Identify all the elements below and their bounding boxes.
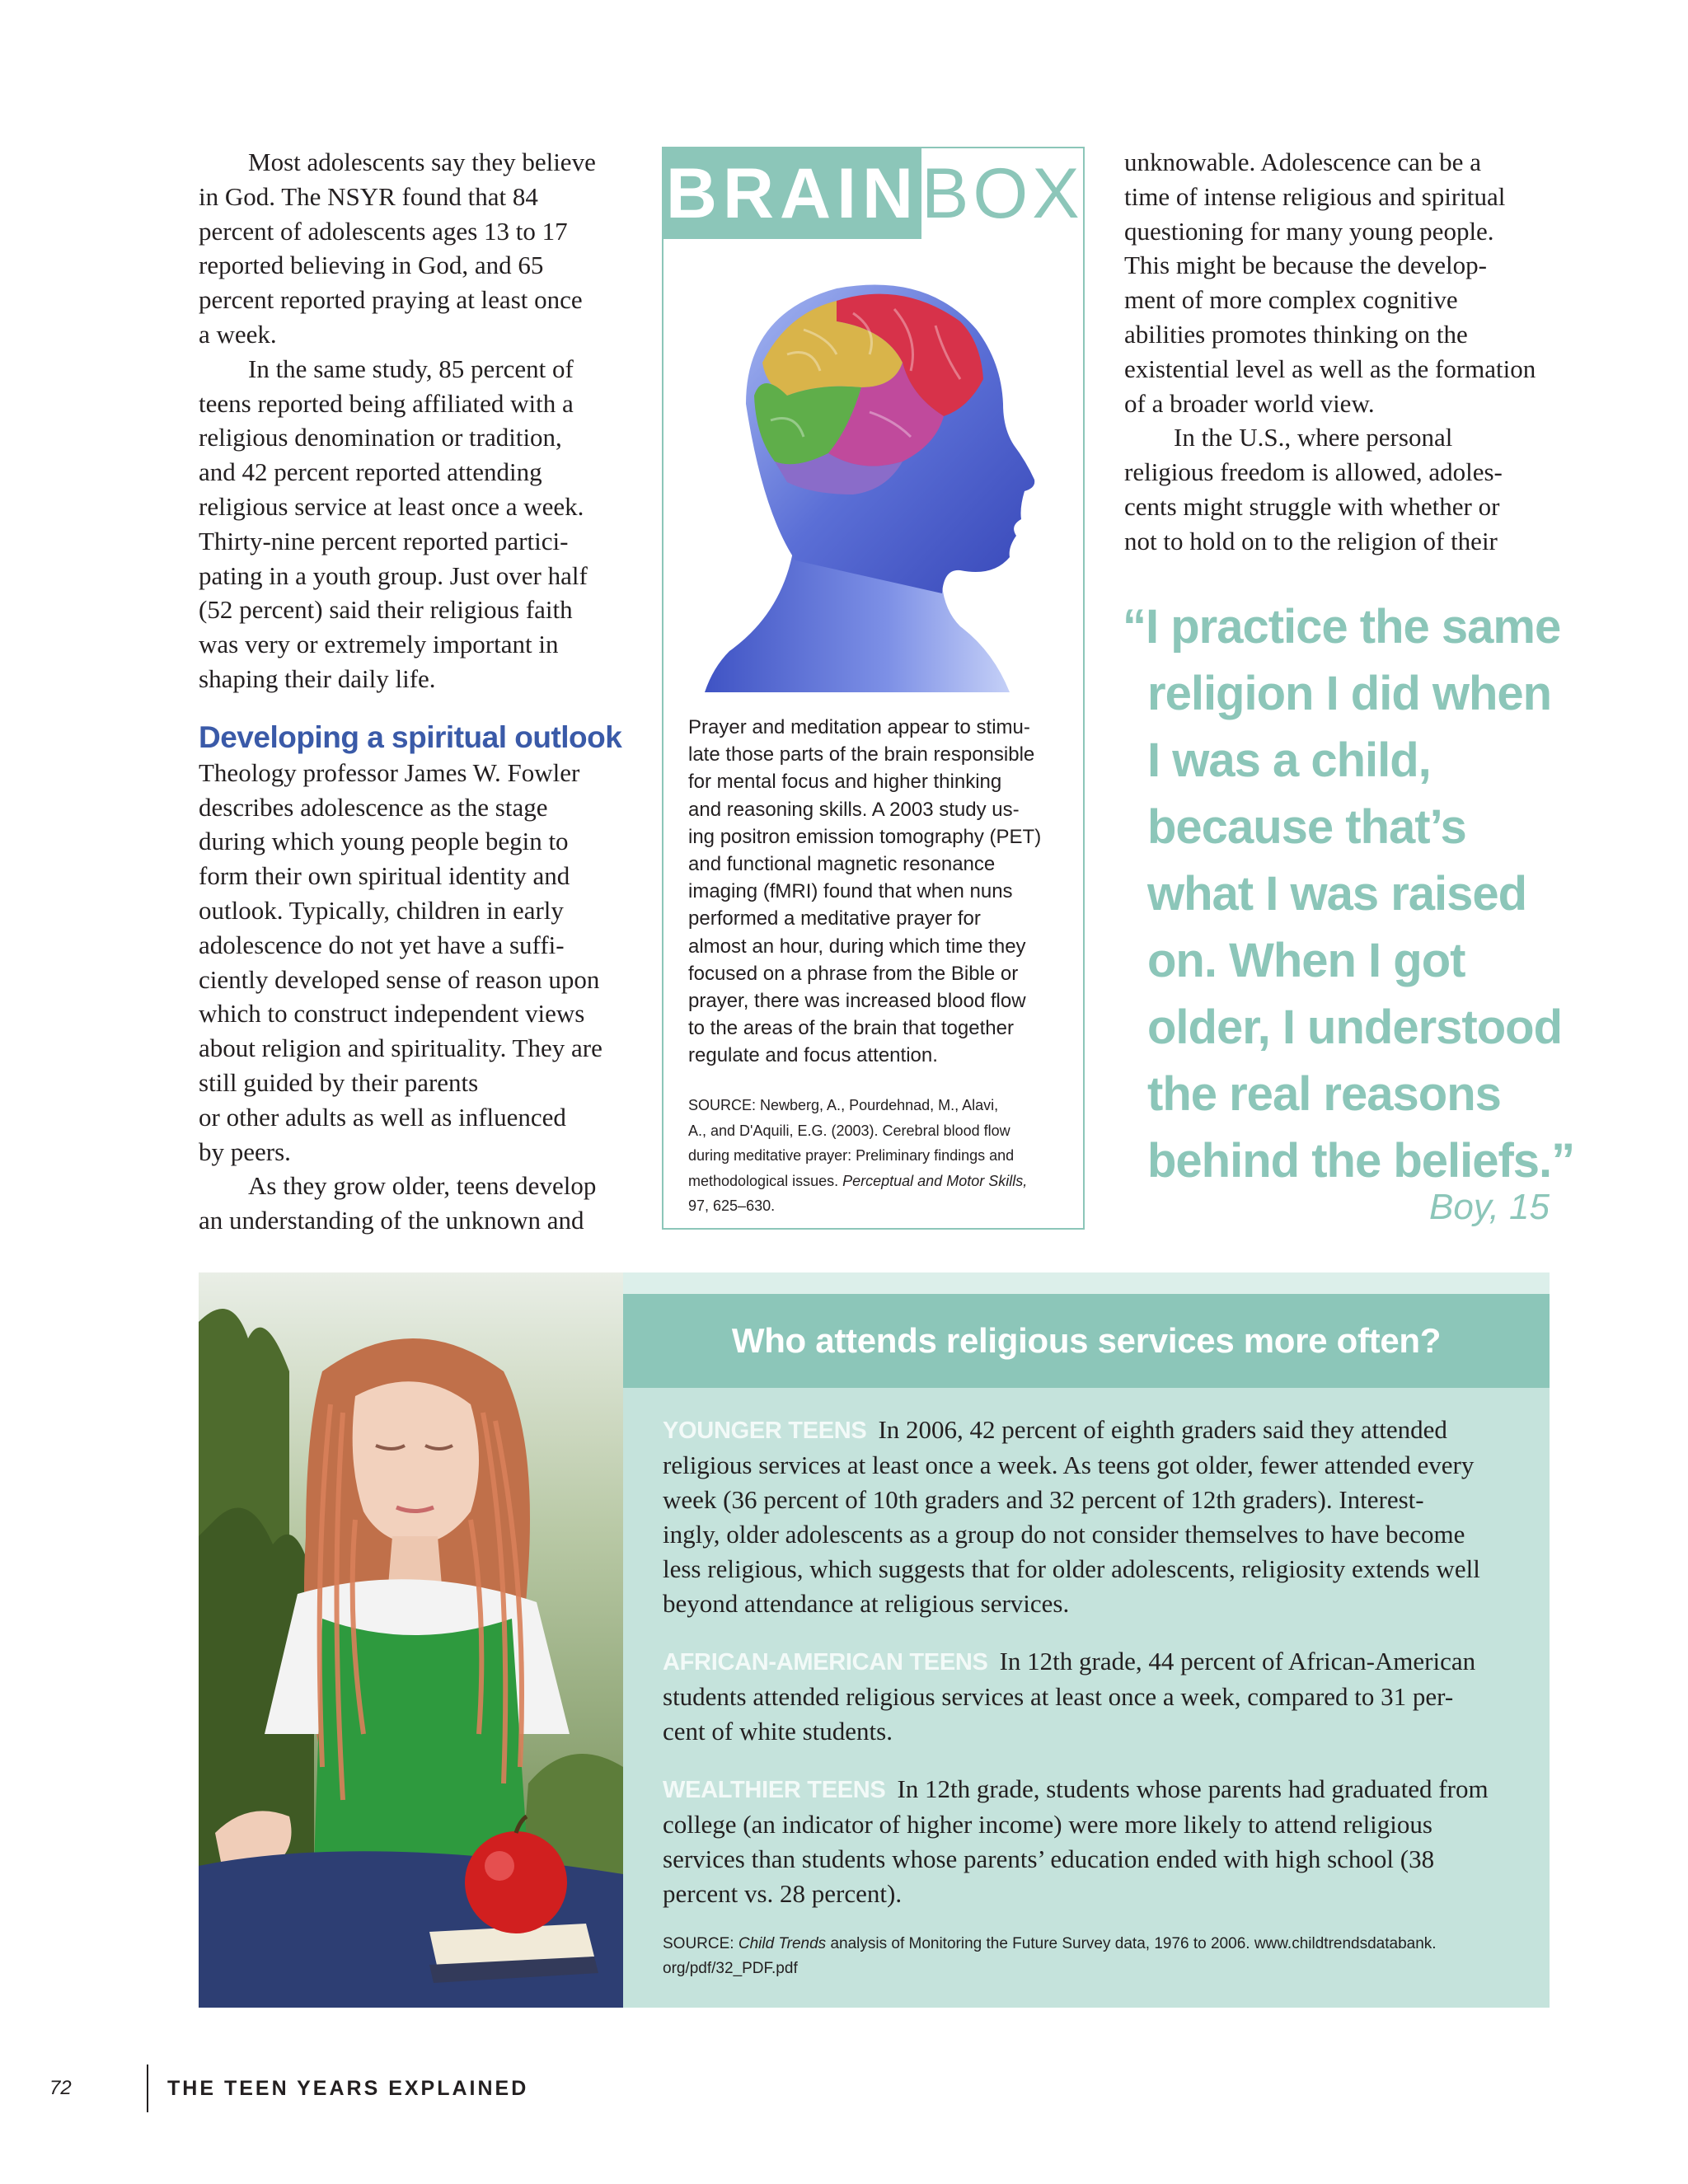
text-line: and 42 percent reported attending	[199, 457, 542, 487]
text-line: religious denomination or tradition,	[199, 423, 562, 452]
text-line: late those parts of the brain responsible	[688, 743, 1035, 766]
text-line: 97, 625–630.	[688, 1197, 776, 1214]
section-heading: Developing a spiritual outlook	[199, 719, 622, 754]
text-line: As they grow older, teens develop	[248, 1171, 597, 1201]
sidebar-item-lead: WEALTHIER TEENS	[663, 1777, 886, 1803]
quote-line: religion I did when	[1147, 667, 1552, 720]
text-line: religious service at least once a week.	[199, 491, 584, 521]
text-line: adolescence do not yet have a suffi-	[199, 930, 565, 959]
text-line: still guided by their parents	[199, 1067, 479, 1097]
sidebar-source	[663, 1932, 1536, 1981]
text-line: which to construct independent views	[199, 999, 585, 1029]
sidebar-item-text: In 2006, 42 percent of eighth graders said they attended	[878, 1415, 1447, 1444]
body-paragraph	[199, 756, 627, 1169]
sidebar-item-lead: YOUNGER TEENS	[663, 1418, 867, 1444]
text-line: about religion and spirituality. They are	[199, 1033, 603, 1063]
quote-line: behind the beliefs.”	[1147, 1134, 1575, 1188]
brain-box-text	[688, 714, 1076, 1070]
quote-line: what I was raised	[1147, 867, 1527, 921]
text-line: an understanding of the unknown and	[199, 1206, 584, 1235]
brain-box-header	[663, 148, 1083, 239]
brain-head-illustration	[696, 264, 1059, 692]
text-line: org/pdf/32_PDF.pdf	[663, 1960, 798, 1977]
source-prefix: SOURCE:	[663, 1935, 738, 1952]
text-line: shaping their daily life.	[199, 663, 436, 693]
sidebar-item-younger-teens	[663, 1413, 1536, 1621]
sidebar-item-african-american-teens	[663, 1644, 1536, 1749]
source-text: methodological issues.	[688, 1172, 843, 1189]
text-line: ing positron emission tomography (PET)	[688, 825, 1042, 848]
text-line: to the areas of the brain that together	[688, 1017, 1014, 1040]
text-line: and reasoning skills. A 2003 study us-	[688, 798, 1020, 821]
text-line: questioning for many young people.	[1124, 216, 1494, 246]
text-line: regulate and focus attention.	[688, 1044, 938, 1067]
body-paragraph	[199, 1169, 627, 1238]
text-line	[663, 1644, 1536, 1680]
text-line: abilities promotes thinking on the	[1124, 319, 1468, 349]
text-line: during meditative prayer: Preliminary findings and	[688, 1147, 1015, 1164]
text-line: during which young people begin to	[199, 827, 569, 856]
text-line: in God. The NSYR found that 84	[199, 181, 538, 211]
right-column	[1124, 145, 1561, 559]
text-line: In the same study, 85 percent of	[248, 354, 574, 383]
text-line: Most adolescents say they believe	[248, 148, 596, 176]
text-line: religious freedom is allowed, adoles-	[1124, 457, 1503, 487]
text-line: performed a meditative prayer for	[688, 907, 981, 930]
body-paragraph	[199, 352, 627, 696]
text-line: This might be because the develop-	[1124, 251, 1487, 280]
text-line: week (36 percent of 10th graders and 32 percent of 12th graders). Interest-	[663, 1485, 1424, 1514]
text-line: teens reported being affiliated with a	[199, 388, 574, 418]
text-line: ment of more complex cognitive	[1124, 285, 1458, 315]
text-line: college (an indicator of higher income) were more likely to attend religious	[663, 1810, 1432, 1839]
text-line: less religious, which suggests that for older adolescents, religiosity extends well	[663, 1554, 1480, 1583]
text-line	[663, 1772, 1536, 1807]
text-line: beyond attendance at religious services.	[663, 1589, 1070, 1618]
quote-line: I was a child,	[1147, 733, 1431, 787]
text-line: outlook. Typically, children in early	[199, 895, 564, 925]
quote-attribution: Boy, 15	[1429, 1187, 1550, 1227]
body-paragraph	[199, 145, 627, 352]
sidebar-top-strip	[623, 1272, 1550, 1294]
sidebar-title: Who attends religious services more often?	[731, 1321, 1442, 1360]
quote-line: the real reasons	[1147, 1067, 1501, 1121]
text-line: for mental focus and higher thinking	[688, 771, 1002, 794]
brain-box-source	[688, 1093, 1076, 1219]
text-line: A., and D'Aquili, E.G. (2003). Cerebral blood flow	[688, 1122, 1010, 1139]
text-line: services than students whose parents’ education ended with high school (38	[663, 1844, 1435, 1873]
text-line: Prayer and meditation appear to stimu-	[688, 716, 1030, 738]
text-line: a week.	[199, 319, 277, 349]
source-rest: analysis of Monitoring the Future Survey data, 1976 to 2006. www.childtrendsdatabank.	[826, 1935, 1437, 1952]
text-line: reported believing in God, and 65	[199, 251, 544, 280]
pull-quote	[1123, 593, 1584, 1194]
sidebar-item-wealthier-teens	[663, 1772, 1536, 1911]
sidebar-item-text: In 12th grade, 44 percent of African-American	[999, 1647, 1476, 1675]
text-line: by peers.	[199, 1137, 291, 1166]
body-paragraph	[1124, 420, 1561, 558]
text-line	[663, 1932, 1536, 1957]
journal-title: Perceptual and Motor Skills,	[842, 1172, 1028, 1189]
text-line: unknowable. Adolescence can be a	[1124, 148, 1481, 176]
sidebar-item-lead: AFRICAN-AMERICAN TEENS	[663, 1649, 988, 1675]
quote-line: “I practice the same	[1123, 600, 1561, 654]
text-line: percent reported praying at least once	[199, 285, 583, 315]
brain-box-sidebar	[662, 147, 1085, 1230]
sidebar-item-text: In 12th grade, students whose parents had graduated from	[897, 1774, 1489, 1803]
text-line	[688, 1169, 1076, 1194]
page-number: 72	[49, 2077, 72, 2099]
text-line: Thirty-nine percent reported partici-	[199, 526, 569, 555]
text-line: of a broader world view.	[1124, 388, 1375, 418]
text-line: imaging (fMRI) found that when nuns	[688, 880, 1013, 903]
quote-line: older, I understood	[1147, 1001, 1563, 1054]
text-line: existential level as well as the formation	[1124, 354, 1536, 383]
text-line: and functional magnetic resonance	[688, 853, 996, 876]
text-line: Theology professor James W. Fowler	[199, 757, 580, 787]
quote-line: because that’s	[1147, 800, 1466, 854]
body-paragraph	[1124, 145, 1561, 420]
text-line: cent of white students.	[663, 1717, 893, 1746]
text-line: not to hold on to the religion of their	[1124, 526, 1498, 555]
text-line: time of intense religious and spiritual	[1124, 181, 1506, 211]
running-footer-title: THE TEEN YEARS EXPLAINED	[167, 2077, 529, 2100]
meditating-teen-photo	[199, 1272, 623, 2008]
religious-services-sidebar	[623, 1272, 1550, 2008]
text-line: prayer, there was increased blood flow	[688, 990, 1026, 1013]
left-column	[199, 145, 627, 1238]
text-line: form their own spiritual identity and	[199, 861, 570, 891]
text-line: students attended religious services at least once a week, compared to 31 per-	[663, 1682, 1454, 1711]
text-line: SOURCE: Newberg, A., Pourdehnad, M., Alavi,	[688, 1097, 999, 1113]
source-italic: Child Trends	[738, 1935, 827, 1952]
text-line: percent of adolescents ages 13 to 17	[199, 216, 568, 246]
text-line: percent vs. 28 percent).	[663, 1879, 903, 1908]
text-line: (52 percent) said their religious faith	[199, 595, 573, 625]
text-line: religious services at least once a week. As teens got older, fewer attended every	[663, 1451, 1475, 1479]
text-line: describes adolescence as the stage	[199, 792, 548, 822]
text-line: ingly, older adolescents as a group do not consider themselves to have become	[663, 1520, 1465, 1549]
brain-box-title-box: BOX	[921, 154, 1084, 233]
text-line: ciently developed sense of reason upon	[199, 964, 600, 994]
text-line: was very or extremely important in	[199, 630, 559, 659]
text-line	[663, 1413, 1536, 1448]
quote-line: on. When I got	[1147, 934, 1465, 987]
text-line: almost an hour, during which time they	[688, 935, 1026, 958]
text-line: or other adults as well as influenced	[199, 1102, 566, 1132]
text-line: cents might struggle with whether or	[1124, 491, 1500, 521]
brain-box-title-brain: BRAIN	[663, 148, 921, 239]
text-line: focused on a phrase from the Bible or	[688, 962, 1019, 985]
text-line: In the U.S., where personal	[1174, 423, 1453, 452]
text-line: pating in a youth group. Just over half	[199, 560, 588, 590]
footer-divider	[147, 2064, 148, 2112]
